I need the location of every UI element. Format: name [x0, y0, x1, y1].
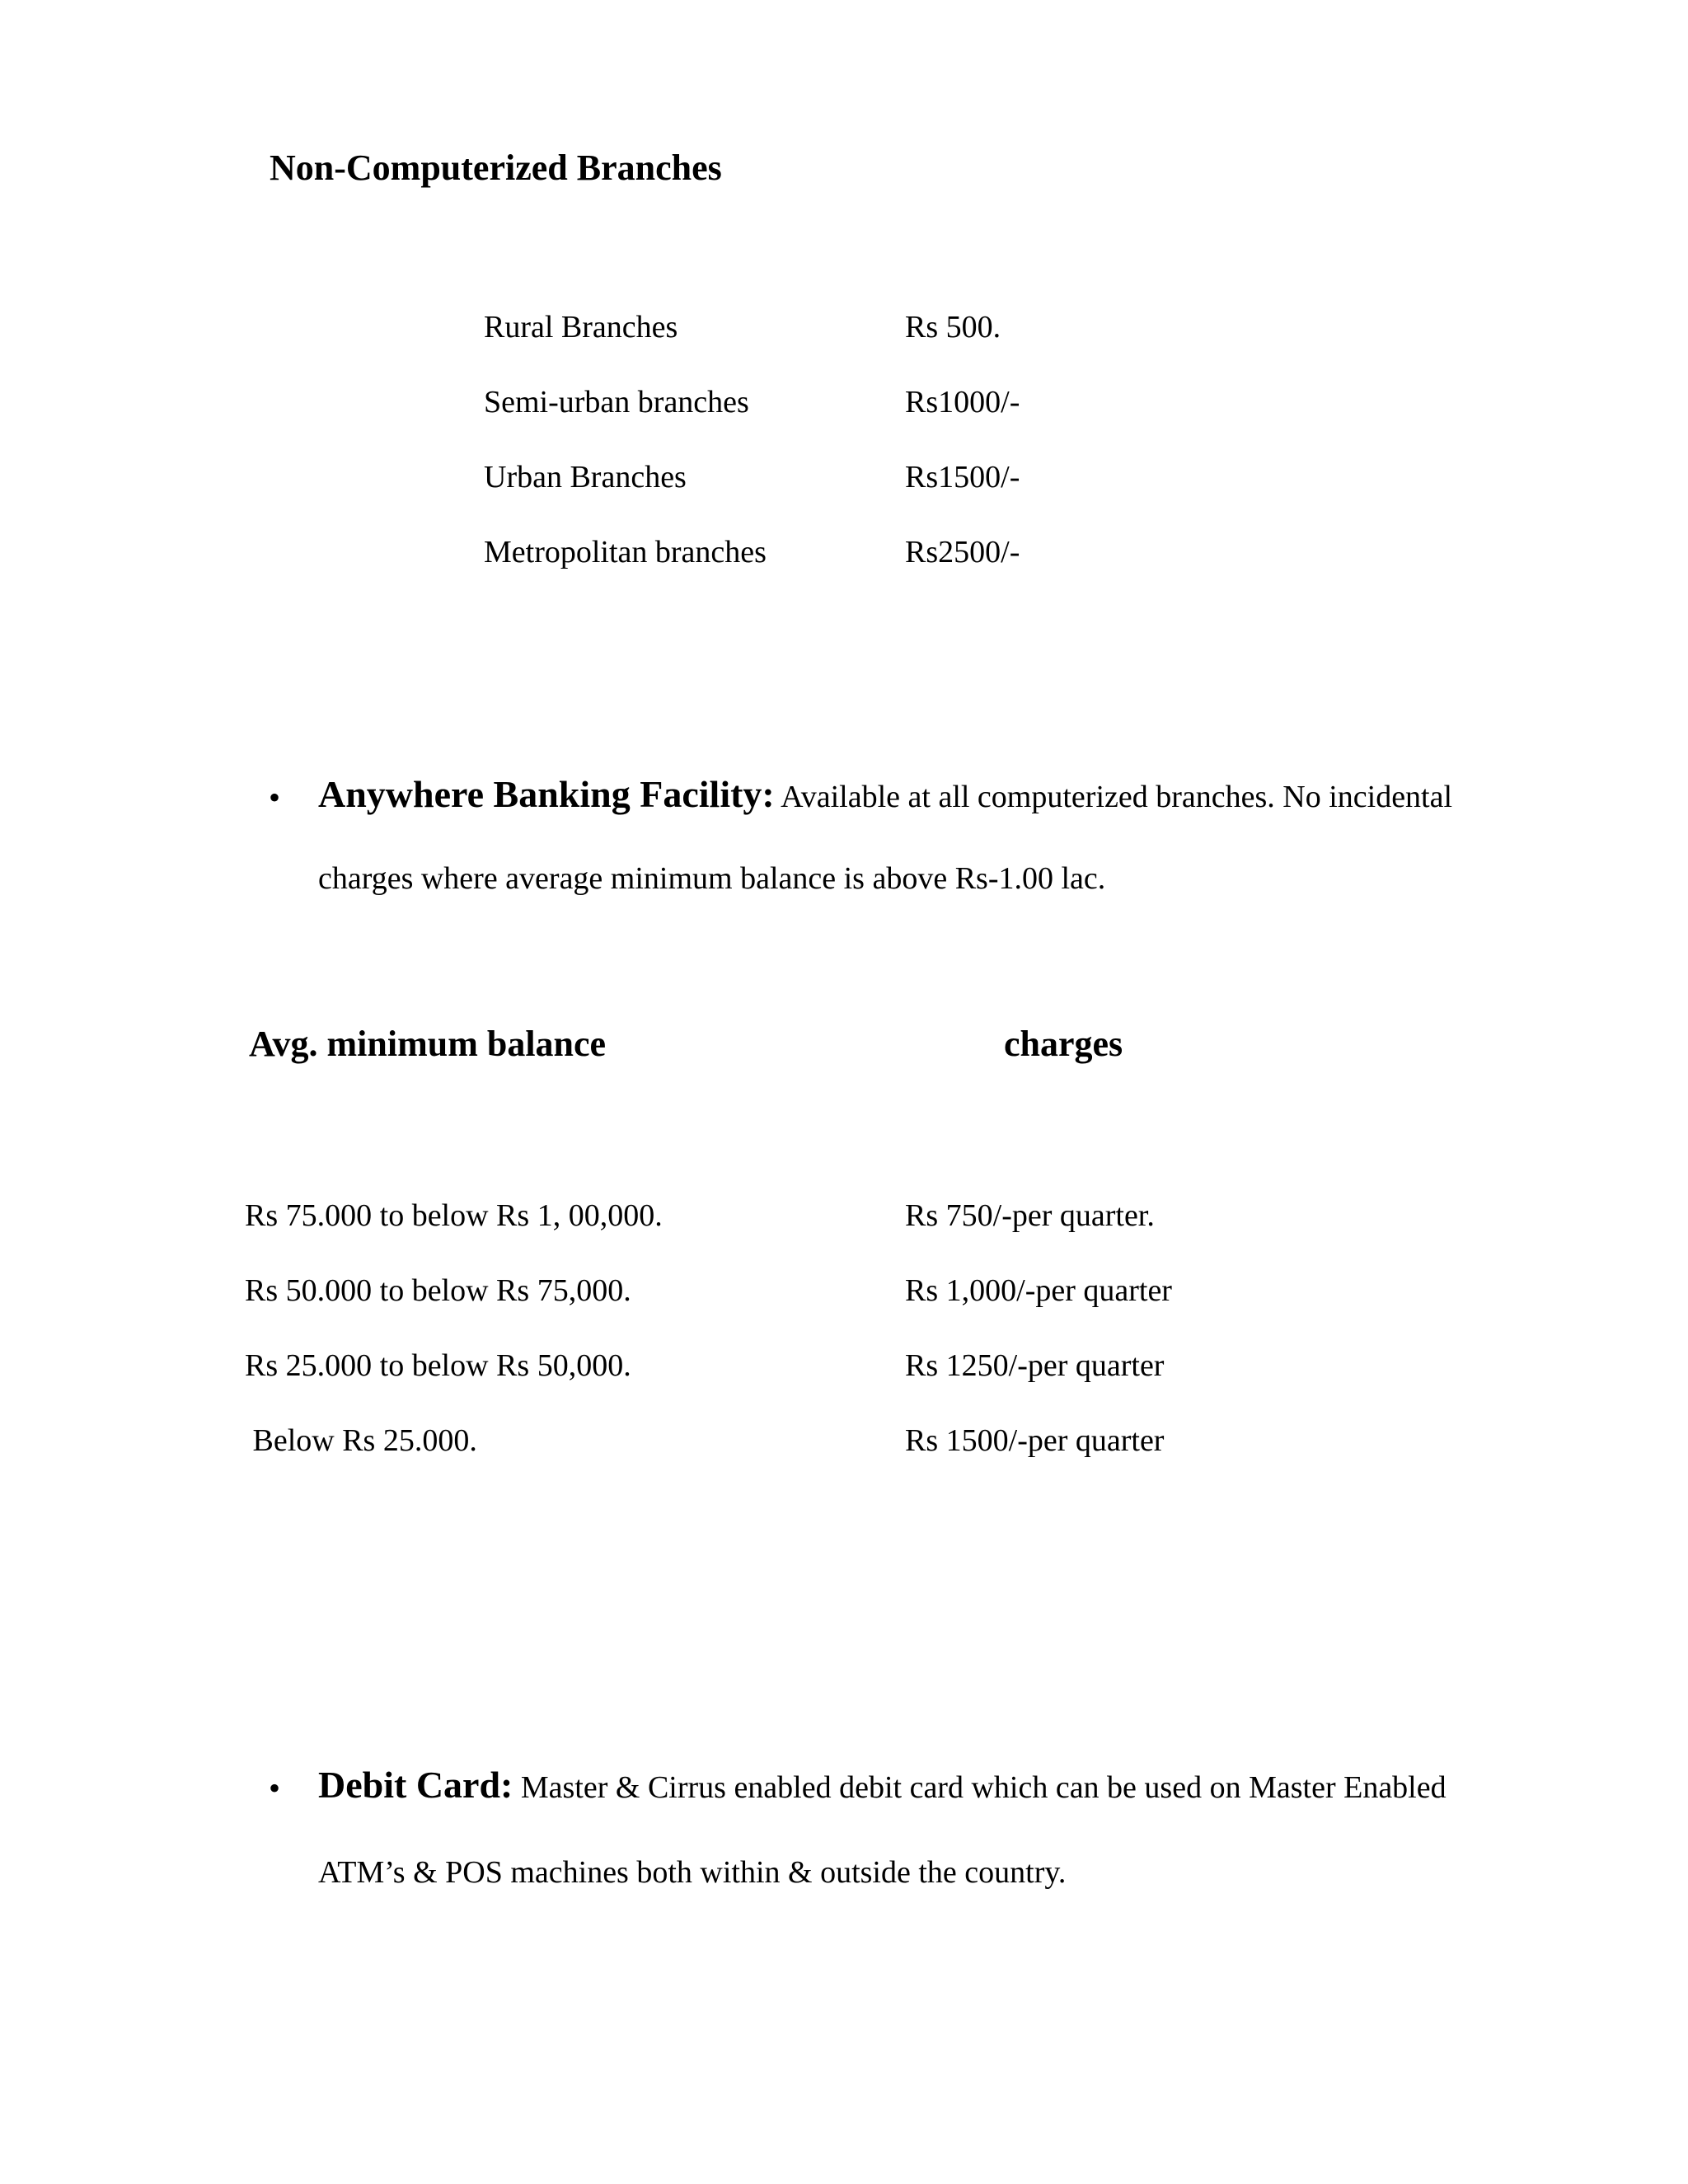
charge-cell: Rs 1250/-per quarter [905, 1348, 1165, 1383]
column-header-balance: Avg. minimum balance [249, 1024, 607, 1064]
branch-label: Rural Branches [484, 310, 678, 344]
charge-cell: Rs 1500/-per quarter [905, 1423, 1165, 1458]
branch-value: Rs1500/- [905, 460, 1020, 494]
anywhere-banking-line2: charges where average minimum balance is above Rs-1.00 lac. [318, 861, 1106, 896]
debit-card-label: Debit Card: [318, 1764, 513, 1806]
charge-cell: Rs 1,000/-per quarter [905, 1273, 1172, 1308]
balance-cell: Rs 50.000 to below Rs 75,000. [245, 1273, 631, 1308]
balance-cell: Rs 25.000 to below Rs 50,000. [245, 1348, 631, 1383]
branch-value: Rs1000/- [905, 385, 1020, 419]
balance-cell: Rs 75.000 to below Rs 1, 00,000. [245, 1198, 663, 1233]
section-title: Non-Computerized Branches [270, 148, 722, 188]
column-header-charges: charges [1004, 1024, 1123, 1064]
branch-value: Rs2500/- [905, 535, 1020, 569]
debit-card-line1 [318, 1766, 1447, 1804]
debit-card-text: Master & Cirrus enabled debit card which can be used on Master Enabled [513, 1770, 1447, 1805]
branch-label: Metropolitan branches [484, 535, 767, 569]
anywhere-banking-label: Anywhere Banking Facility: [318, 773, 775, 815]
bullet-icon: • [269, 779, 281, 816]
branch-label: Urban Branches [484, 460, 687, 494]
debit-card-line2: ATM’s & POS machines both within & outside the country. [318, 1855, 1067, 1890]
anywhere-banking-line1 [318, 773, 1453, 815]
anywhere-banking-text: Available at all computerized branches. No incidental [774, 780, 1453, 814]
balance-cell: Below Rs 25.000. [245, 1423, 477, 1458]
branch-value: Rs 500. [905, 310, 1001, 344]
branch-label: Semi-urban branches [484, 385, 749, 419]
charge-cell: Rs 750/-per quarter. [905, 1198, 1155, 1233]
bullet-icon: • [269, 1769, 281, 1807]
